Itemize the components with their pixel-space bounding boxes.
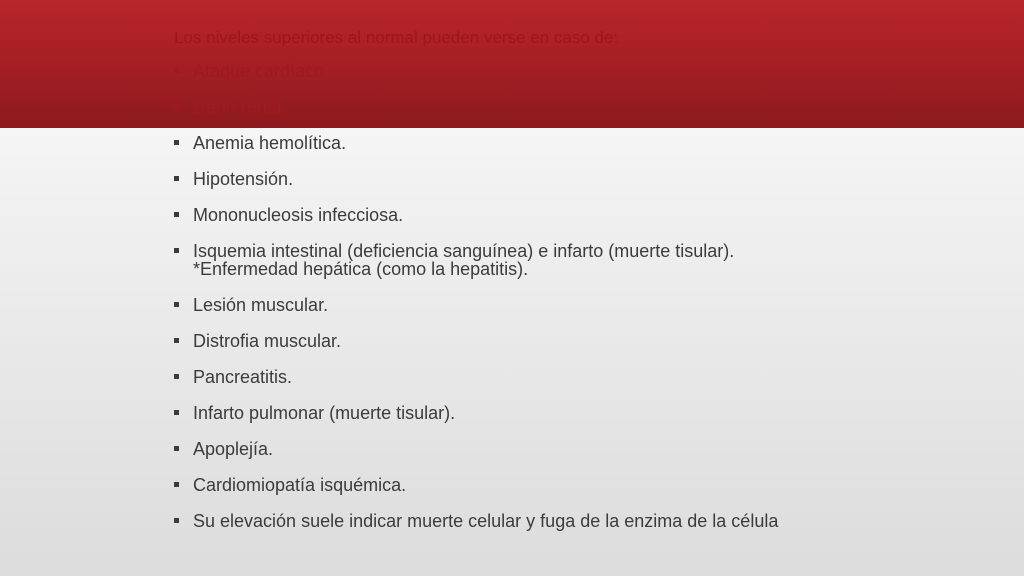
list-item-text: Infarto pulmonar (muerte tisular).: [193, 403, 456, 423]
square-bullet-icon: [174, 212, 179, 217]
list-item-text: Lesión muscular.: [193, 295, 329, 315]
list-item: [174, 62, 994, 80]
list-item-text: Isquemia intestinal (deficiencia sanguínea) e infarto (muerte tisular).: [193, 241, 735, 261]
list-item-text-continued: *Enfermedad hepática (como la hepatitis).: [193, 259, 529, 279]
list-item-text: Pancreatitis.: [193, 367, 293, 387]
square-bullet-icon: [174, 68, 179, 73]
square-bullet-icon: [174, 410, 179, 415]
square-bullet-icon: [174, 140, 179, 145]
square-bullet-icon: [174, 482, 179, 487]
list-item: [174, 404, 994, 422]
square-bullet-icon: [174, 176, 179, 181]
list-item-text: Ataque cardíaco: [193, 61, 325, 81]
list-item-text: Apoplejía.: [193, 439, 274, 459]
list-item-text: Anemia hemolítica.: [193, 133, 347, 153]
list-item: [174, 98, 994, 116]
intro-text: Los niveles superiores al normal pueden verse en caso de:: [174, 28, 619, 47]
list-item: [174, 242, 994, 278]
list-item-text: Daño renal.: [193, 97, 287, 117]
bullet-list: [174, 62, 994, 530]
list-item-text: Distrofia muscular.: [193, 331, 342, 351]
list-item: [174, 440, 994, 458]
list-item-text: Cardiomiopatía isquémica.: [193, 475, 407, 495]
square-bullet-icon: [174, 248, 179, 253]
list-item: [174, 296, 994, 314]
square-bullet-icon: [174, 338, 179, 343]
list-item-text: Su elevación suele indicar muerte celular y fuga de la enzima de la célula: [193, 511, 779, 531]
list-item: [174, 206, 994, 224]
list-item: [174, 332, 994, 350]
square-bullet-icon: [174, 518, 179, 523]
square-bullet-icon: [174, 446, 179, 451]
square-bullet-icon: [174, 302, 179, 307]
square-bullet-icon: [174, 104, 179, 109]
list-item-text: Hipotensión.: [193, 169, 294, 189]
list-item: [174, 170, 994, 188]
list-item: [174, 368, 994, 386]
list-item-text: Mononucleosis infecciosa.: [193, 205, 404, 225]
square-bullet-icon: [174, 374, 179, 379]
list-item: [174, 134, 994, 152]
list-item: [174, 476, 994, 494]
list-item: [174, 512, 994, 530]
slide-content: [174, 26, 994, 548]
